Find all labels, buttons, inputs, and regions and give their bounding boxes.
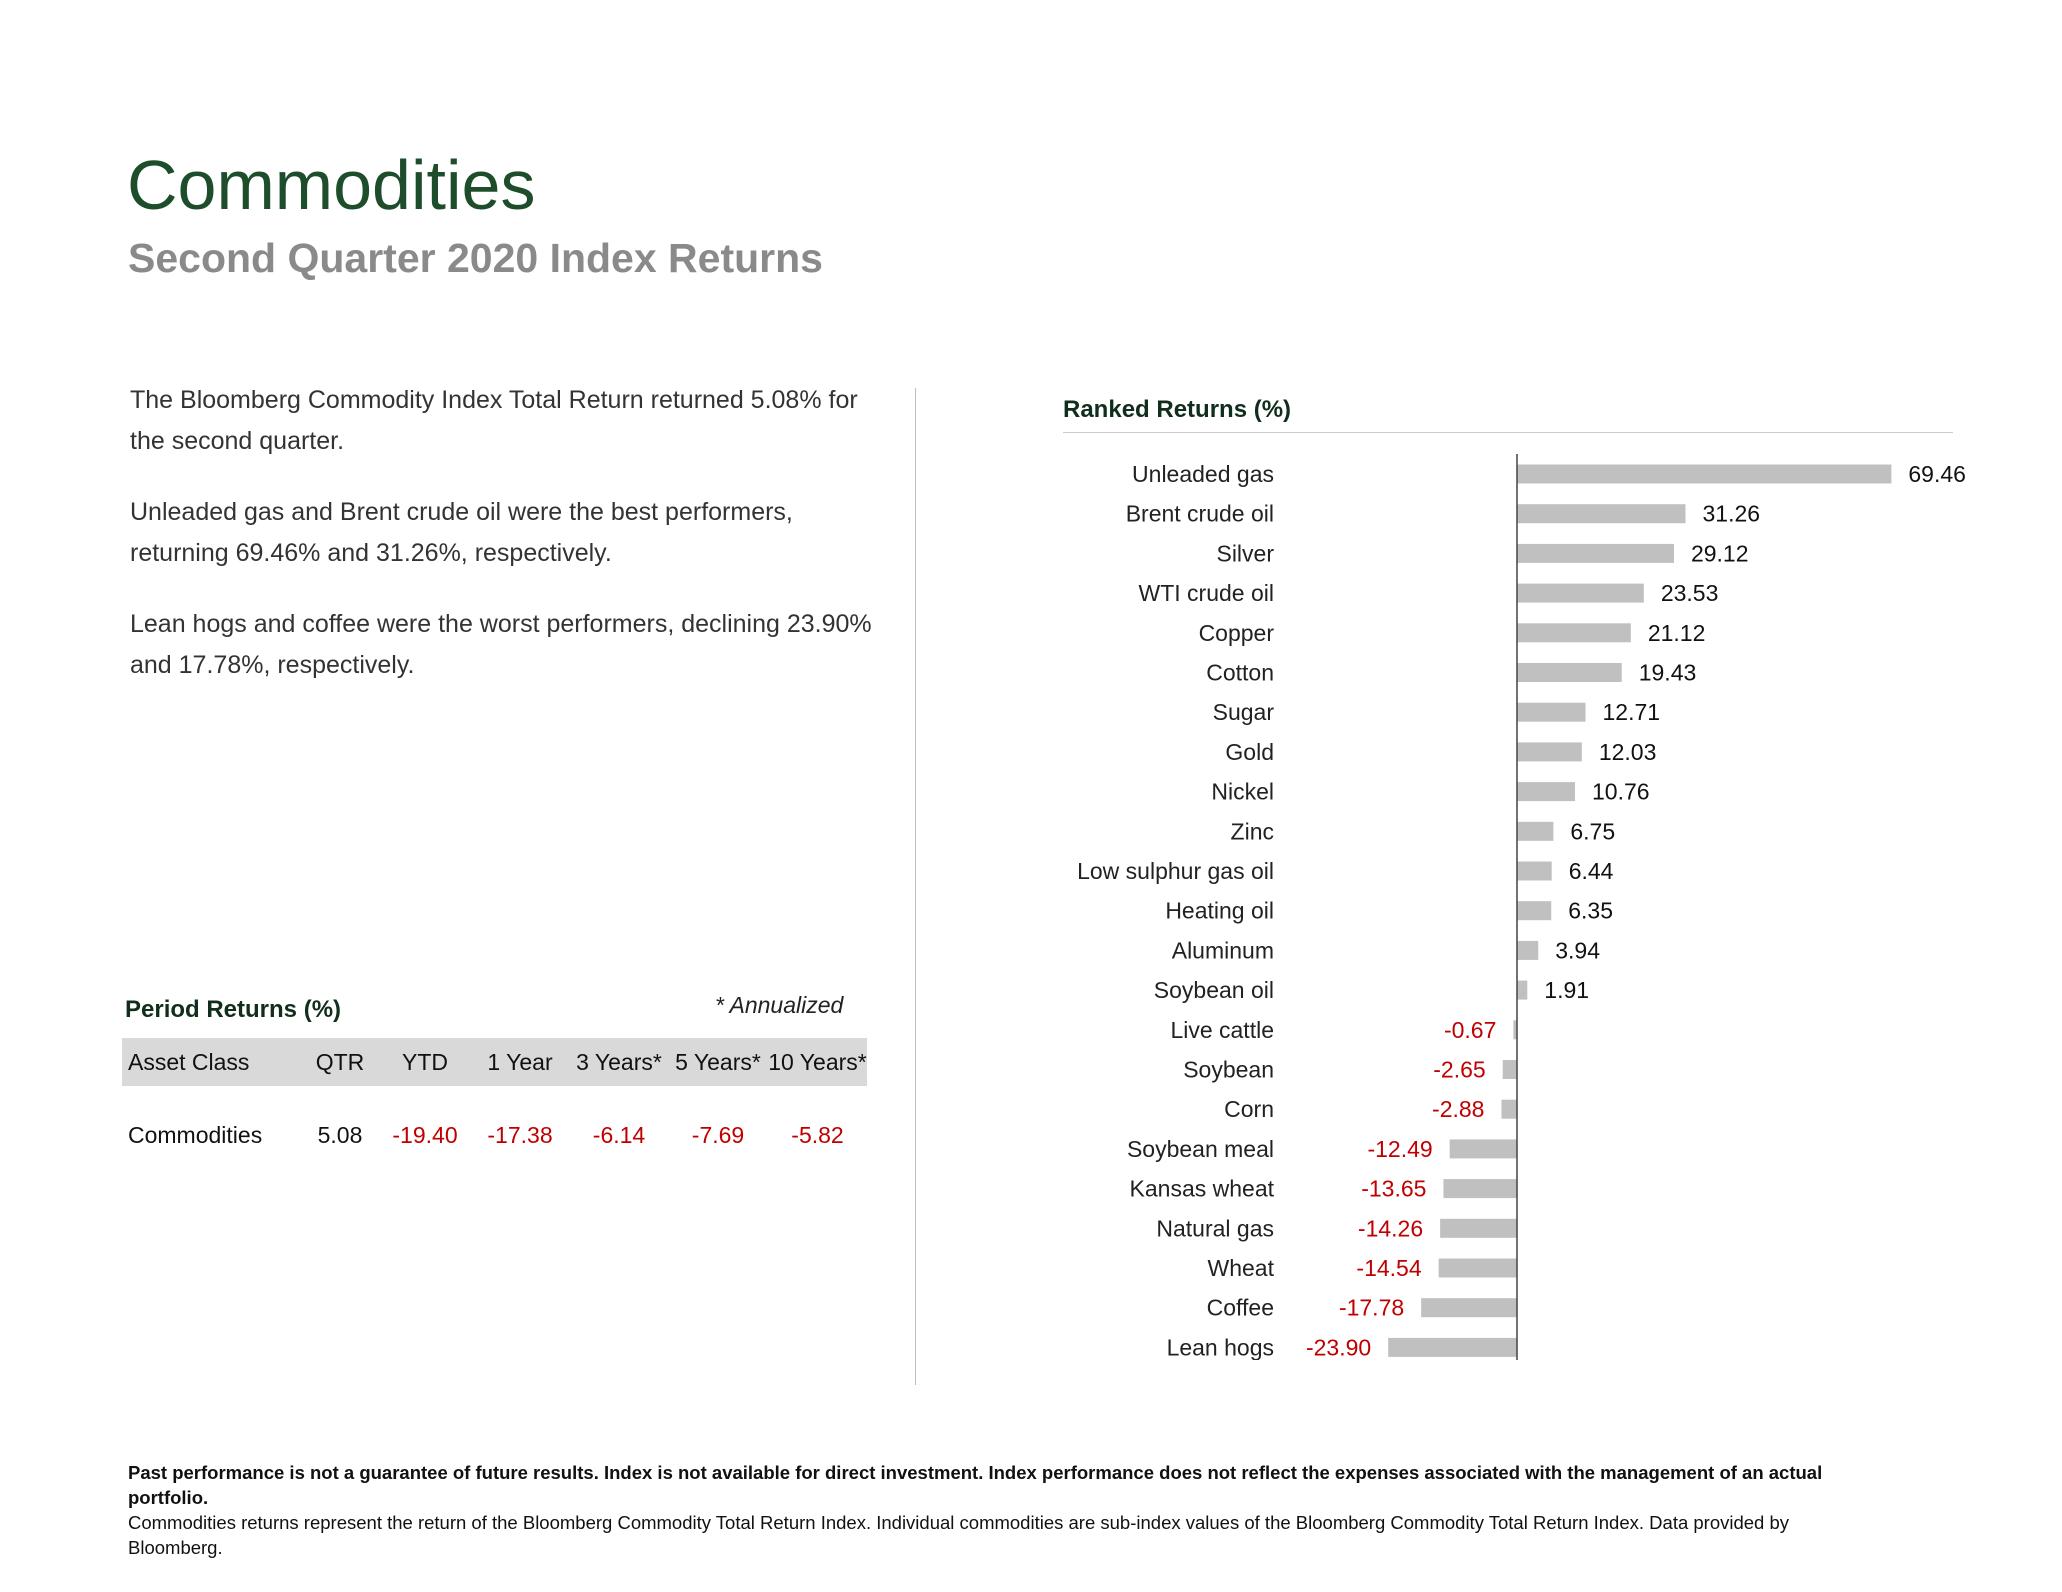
table-row — [122, 1086, 867, 1169]
cell-1-year: -17.38 — [487, 1121, 553, 1148]
category-label: Silver — [1216, 540, 1274, 567]
data-label: 3.94 — [1555, 937, 1601, 964]
commentary-paragraph: Lean hogs and coffee were the worst performers, declining 23.90% and 17.78%, respectively. — [130, 610, 872, 679]
bar — [1517, 544, 1674, 563]
bar — [1517, 504, 1685, 523]
row-label: Commodities — [128, 1121, 263, 1148]
data-label: -14.54 — [1356, 1255, 1422, 1281]
footer-disclaimer: Past performance is not a guarantee of future results. Index is not available for direct investment. Index performance does not reflect the expenses associated with the management of an actual portfolio. — [128, 1462, 1823, 1508]
bar — [1517, 703, 1586, 722]
category-label: Gold — [1225, 738, 1274, 765]
column-header-1-year: 1 Year — [470, 1038, 570, 1086]
page-title: Commodities — [127, 146, 536, 224]
annualized-note: * Annualized — [715, 992, 844, 1018]
bar — [1517, 981, 1527, 1000]
bar — [1450, 1139, 1517, 1158]
data-label: 12.71 — [1602, 699, 1661, 726]
category-label: Sugar — [1212, 699, 1274, 726]
ranked-returns-rule — [1063, 432, 1953, 433]
data-label: 6.35 — [1568, 897, 1613, 924]
data-label: 29.12 — [1690, 540, 1749, 567]
ranked-returns-chart — [1040, 440, 1980, 1360]
column-header-5-years: 5 Years* — [668, 1038, 768, 1086]
data-label: -2.88 — [1432, 1096, 1485, 1123]
column-header-3-years: 3 Years* — [570, 1038, 668, 1086]
bar — [1517, 862, 1552, 881]
category-label: Cotton — [1206, 659, 1274, 686]
category-label: Brent crude oil — [1125, 500, 1274, 527]
cell-ytd: -19.40 — [392, 1121, 458, 1148]
category-label: Zinc — [1230, 818, 1274, 845]
page-subtitle: Second Quarter 2020 Index Returns — [128, 235, 823, 281]
category-label: Corn — [1224, 1096, 1274, 1123]
category-label: Nickel — [1211, 778, 1274, 805]
commentary — [130, 380, 890, 716]
category-label: Copper — [1198, 619, 1274, 646]
category-label: Unleaded gas — [1132, 461, 1274, 487]
bar — [1388, 1338, 1517, 1357]
data-label: -2.65 — [1433, 1056, 1486, 1083]
category-label: Natural gas — [1156, 1215, 1274, 1242]
bar — [1421, 1298, 1517, 1317]
column-header-10-years: 10 Years* — [768, 1038, 867, 1086]
data-label: 31.26 — [1702, 500, 1761, 527]
cell-5-years: -7.69 — [691, 1121, 745, 1148]
footer-note: Commodities returns represent the return of the Bloomberg Commodity Total Return Index. Individual commodities are sub-index values of the Bloomberg Commodity Total Return Index. Data provided by Bloomberg. — [128, 1512, 1790, 1558]
bar — [1517, 465, 1891, 484]
bar — [1503, 1060, 1517, 1079]
data-label: 69.46 — [1908, 461, 1966, 487]
bar — [1501, 1100, 1517, 1119]
data-label: 19.43 — [1638, 659, 1697, 686]
bar — [1443, 1179, 1517, 1198]
category-label: Aluminum — [1171, 937, 1274, 964]
bar — [1439, 1259, 1517, 1278]
data-label: 21.12 — [1647, 619, 1706, 646]
bar — [1517, 584, 1644, 603]
data-label: 1.91 — [1544, 977, 1590, 1004]
category-label: Live cattle — [1170, 1016, 1274, 1043]
category-label: Low sulphur gas oil — [1077, 858, 1274, 884]
data-label: -0.67 — [1443, 1016, 1497, 1043]
category-label: Coffee — [1206, 1294, 1274, 1321]
cell-10-years: -5.82 — [791, 1121, 844, 1148]
bar — [1517, 822, 1553, 841]
data-label: 12.03 — [1598, 738, 1657, 765]
period-returns-table — [122, 1038, 867, 1169]
category-label: Soybean meal — [1126, 1135, 1274, 1162]
bar — [1517, 901, 1551, 920]
bar — [1440, 1219, 1517, 1238]
ranked-returns-title: Ranked Returns (%) — [1063, 396, 1292, 423]
bar — [1517, 941, 1538, 960]
category-label: Wheat — [1207, 1255, 1274, 1281]
data-label: -23.90 — [1305, 1334, 1372, 1360]
column-header-asset-class: Asset Class — [122, 1038, 300, 1086]
bar — [1517, 663, 1622, 682]
bar — [1517, 742, 1582, 761]
data-label: -14.26 — [1357, 1215, 1424, 1242]
category-label: WTI crude oil — [1138, 580, 1274, 607]
category-label: Soybean oil — [1153, 977, 1274, 1004]
data-label: 23.53 — [1660, 580, 1719, 607]
commentary-paragraph: The Bloomberg Commodity Index Total Return returned 5.08% for the second quarter. — [130, 386, 858, 455]
data-label: 6.75 — [1570, 818, 1616, 845]
bar — [1517, 623, 1631, 642]
footer — [128, 1460, 1888, 1560]
column-divider — [915, 388, 916, 1385]
category-label: Heating oil — [1165, 897, 1274, 924]
data-label: -12.49 — [1367, 1135, 1433, 1162]
category-label: Lean hogs — [1166, 1334, 1274, 1360]
data-label: 6.44 — [1568, 858, 1614, 884]
category-label: Soybean — [1183, 1056, 1274, 1083]
column-header-ytd: YTD — [380, 1038, 470, 1086]
table-header-row — [122, 1038, 867, 1086]
data-label: -13.65 — [1361, 1175, 1427, 1202]
data-label: -17.78 — [1338, 1294, 1405, 1321]
column-header-qtr: QTR — [300, 1038, 380, 1086]
bar — [1517, 782, 1575, 801]
cell-3-years: -6.14 — [592, 1121, 646, 1148]
category-label: Kansas wheat — [1129, 1175, 1274, 1202]
period-returns-title: Period Returns (%) — [125, 996, 342, 1023]
data-label: 10.76 — [1591, 778, 1650, 805]
cell-qtr: 5.08 — [317, 1121, 363, 1148]
commentary-paragraph: Unleaded gas and Brent crude oil were the best performers, returning 69.46% and 31.26%, respectively. — [130, 498, 793, 567]
